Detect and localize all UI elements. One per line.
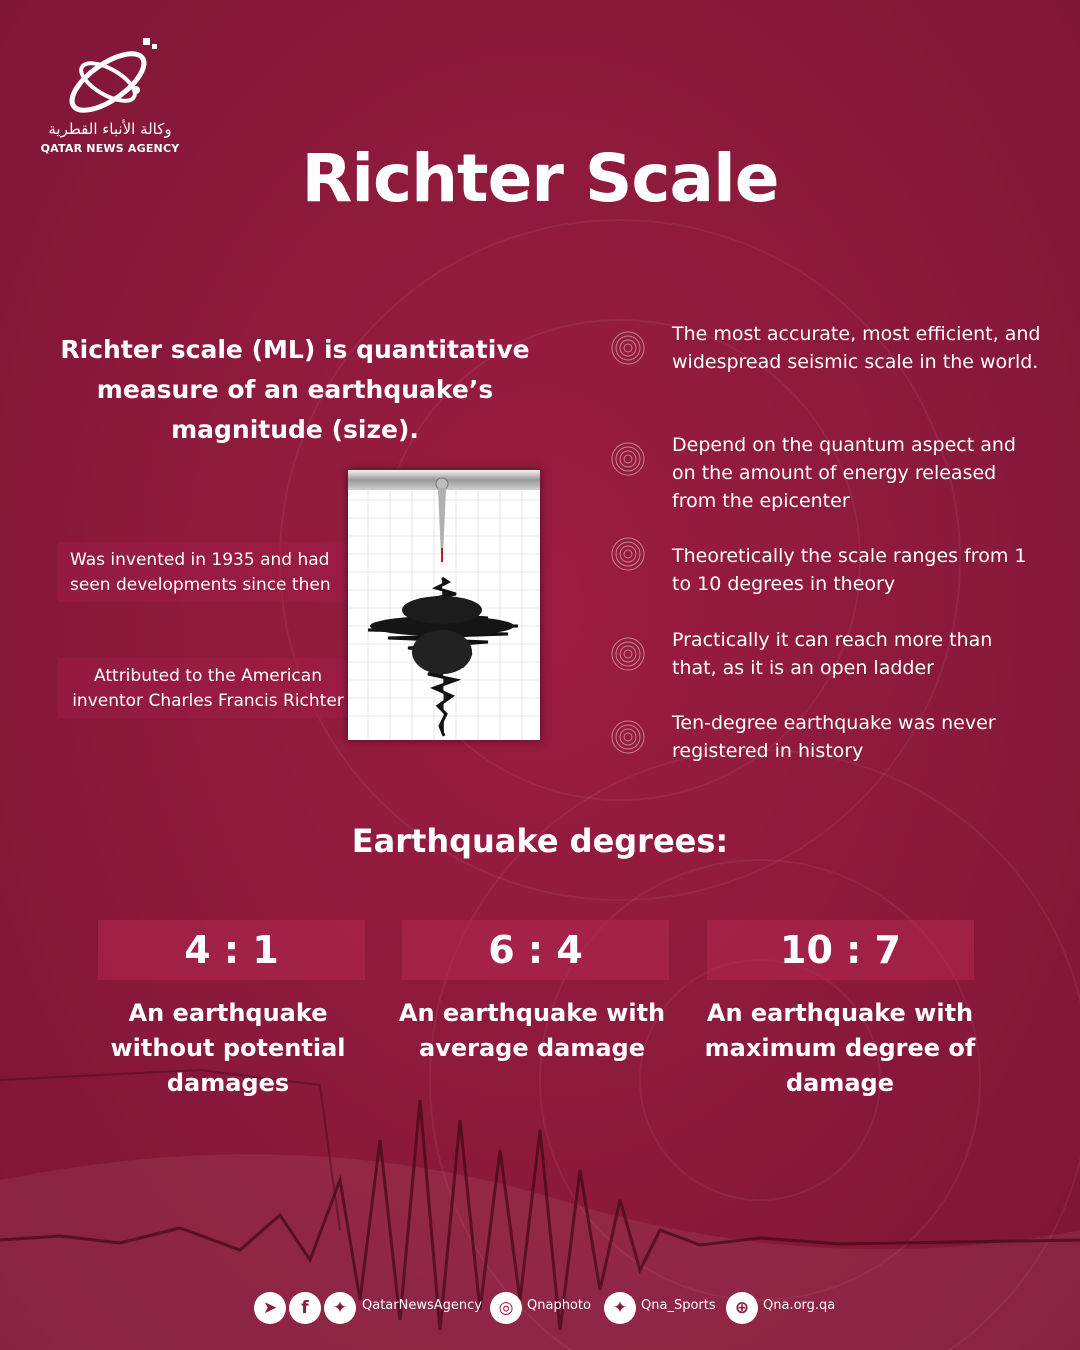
feature-text: Depend on the quantum aspect and on the amount of energy released from the epicenter (672, 434, 1016, 512)
handle-main[interactable]: QatarNewsAgency (362, 1298, 482, 1313)
ripple-icon (610, 719, 646, 755)
degree-range-mid: 6 : 4 (402, 920, 669, 980)
ripple-icon (610, 330, 646, 366)
ripple-icon (610, 536, 646, 572)
handle-instagram[interactable]: Qnaphoto (527, 1298, 591, 1313)
social-footer (0, 1290, 1080, 1330)
degree-range-low: 4 : 1 (98, 920, 365, 980)
logo-arabic-text: وكالة الأنباء القطرية (48, 120, 172, 138)
twitter-icon[interactable]: ✦ (324, 1292, 356, 1324)
degree-desc-high: An earthquake with maximum degree of damage (704, 999, 976, 1097)
feature-text: Theoretically the scale ranges from 1 to 10 degrees in theory (672, 545, 1027, 595)
instagram-icon[interactable]: ◎ (490, 1292, 522, 1324)
logo-english-text: QATAR NEWS AGENCY (40, 142, 180, 155)
feature-item (610, 431, 1040, 521)
seismograph-illustration (348, 470, 540, 740)
side-note-invention: Was invented in 1935 and had seen developments since then (58, 542, 358, 602)
facebook-icon[interactable]: f (289, 1292, 321, 1324)
twitter-sports-icon[interactable]: ✦ (604, 1292, 636, 1324)
ripple-icon (610, 441, 646, 477)
intro-text: Richter scale (ML) is quantitative measure of an earthquake’s magnitude (size). (60, 335, 530, 444)
handle-sports[interactable]: Qna_Sports (641, 1298, 716, 1313)
feature-item (610, 626, 1040, 688)
telegram-icon[interactable]: ➤ (254, 1292, 286, 1324)
seismograph-drawing (348, 470, 540, 740)
degrees-heading: Earthquake degrees: (351, 822, 729, 860)
degree-desc-mid: An earthquake with average damage (398, 999, 666, 1062)
feature-text: The most accurate, most efficient, and widespread seismic scale in the world. (672, 323, 1041, 373)
feature-text: Practically it can reach more than that, as it is an open ladder (672, 629, 993, 679)
feature-text: Ten-degree earthquake was never registered in history (672, 712, 996, 762)
side-note-inventor: Attributed to the American inventor Charles Francis Richter (58, 658, 358, 718)
feature-item (610, 709, 1040, 771)
ripple-icon (610, 636, 646, 672)
degree-desc-low: An earthquake without potential damages (110, 999, 346, 1097)
globe-icon[interactable]: ⊕ (726, 1292, 758, 1324)
qna-logo-mark (40, 32, 180, 118)
website-link[interactable]: Qna.org.qa (763, 1298, 836, 1313)
degree-range-high: 10 : 7 (707, 920, 974, 980)
page-title: Richter Scale (301, 140, 779, 217)
feature-item (610, 320, 1040, 410)
feature-item (610, 542, 1040, 604)
